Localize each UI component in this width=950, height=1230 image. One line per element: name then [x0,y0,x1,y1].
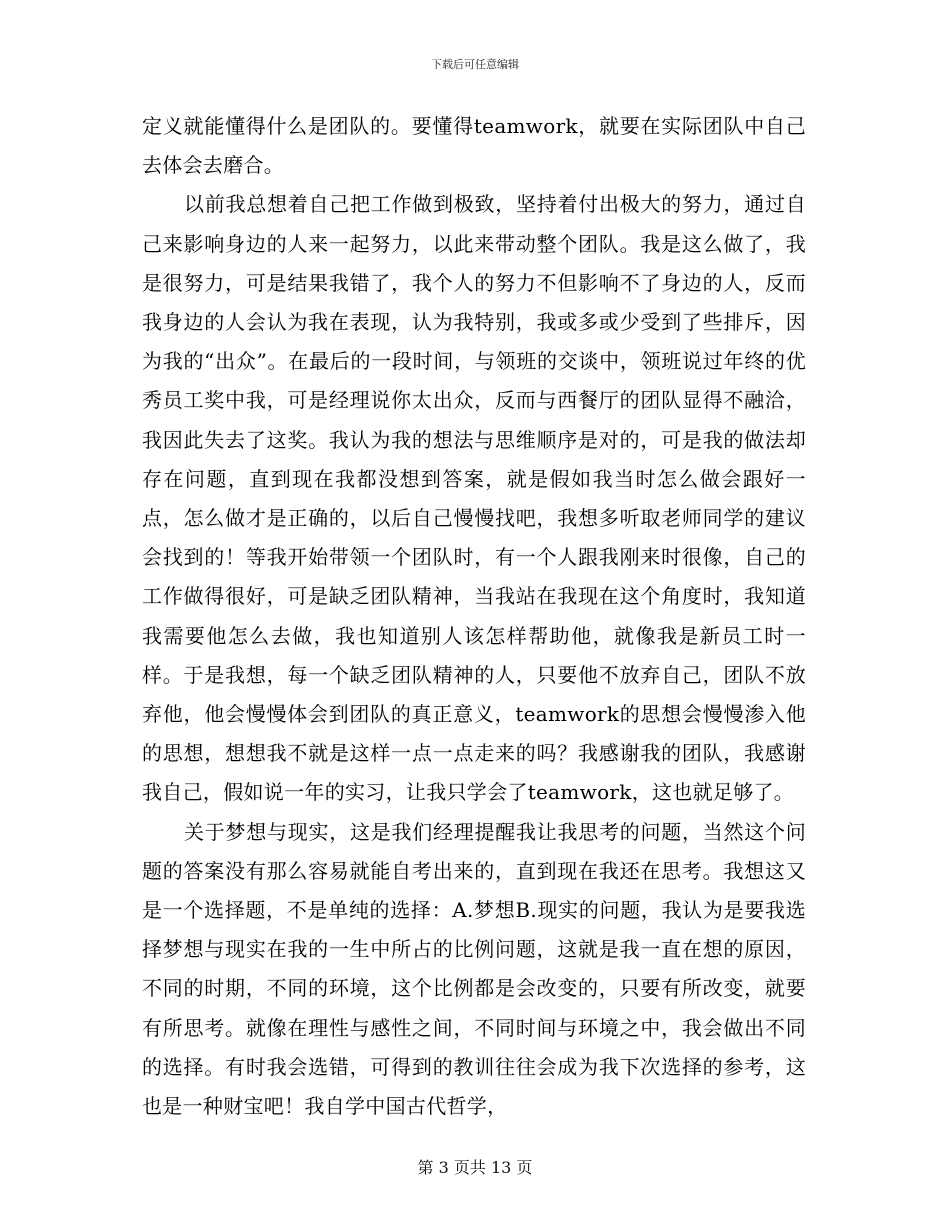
paragraph-teamwork: 以前我总想着自己把工作做到极致，坚持着付出极大的努力，通过自己来影响身边的人来一起努力，以此来带动整个团队。我是这么做了，我是很努力，可是结果我错了，我个人的努力不但影响不了身边的人，反而我身边的人会认为我在表现，认为我特别，我或多或少受到了些排斥，因为我的“出众”。在最后的一段时间，与领班的交谈中，领班说过年终的优秀员工奖中我，可是经理说你太出众，反而与西餐厅的团队显得不融洽，我因此失去了这奖。我认为我的想法与思维顺序是对的，可是我的做法却存在问题，直到现在我都没想到答案，就是假如我当时怎么做会跟好一点，怎么做才是正确的，以后自己慢慢找吧，我想多听取老师同学的建议会找到的！等我开始带领一个团队时，有一个人跟我刚来时很像，自己的工作做得很好，可是缺乏团队精神，当我站在我现在这个角度时，我知道我需要他怎么去做，我也知道别人该怎样帮助他，就像我是新员工时一样。于是我想，每一个缺乏团队精神的人，只要他不放弃自己，团队不放弃他，他会慢慢体会到团队的真正意义，teamwork的思想会慢慢渗入他的思想，想想我不就是这样一点一点走来的吗？我感谢我的团队，我感谢我自己，假如说一年的实习，让我只学会了teamwork，这也就足够了。 [142,192,806,805]
paragraph-dream-reality: 关于梦想与现实，这是我们经理提醒我让我思考的问题，当然这个问题的答案没有那么容易就能自考出来的，直到现在我还在思考。我想这又是一个选择题，不是单纯的选择：A.梦想B.现实的问题，我认为是要我选择梦想与现实在我的一生中所占的比例问题，这就是我一直在想的原因，不同的时期，不同的环境，这个比例都是会改变的，只要有所改变，就要有所思考。就像在理性与感性之间，不同时间与环境之中，我会做出不同的选择。有时我会选错，可得到的教训往往会成为我下次选择的参考，这也是一种财宝吧！我自学中国古代哲学， [142,819,806,1119]
page-footer: 第 3 页共 13 页 [417,1158,533,1177]
page-header: 下载后可任意编辑 [431,58,519,71]
paragraph-continued: 定义就能懂得什么是团队的。要懂得teamwork，就要在实际团队中自己去体会去磨合。 [142,114,806,178]
document-body [142,107,806,1126]
